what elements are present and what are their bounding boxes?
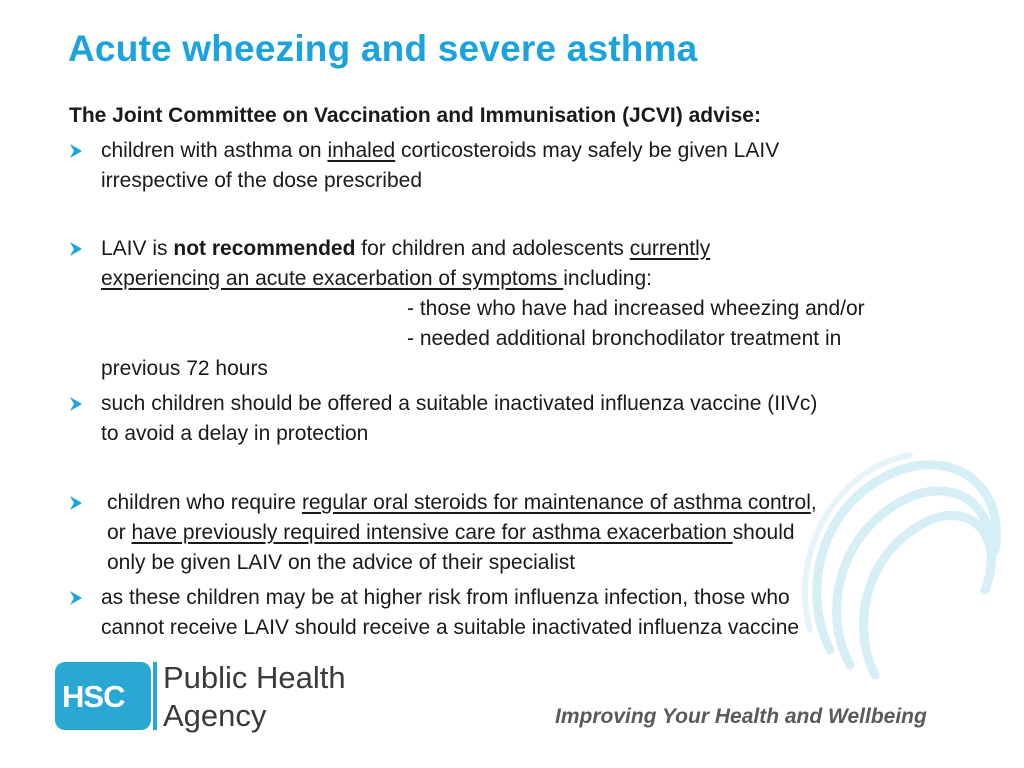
bullet-4-text-c: or: [107, 521, 132, 544]
hsc-logo: [55, 660, 347, 736]
slide-title: Acute wheezing and severe asthma: [68, 28, 698, 69]
bullet-4-line-3: only be given LAIV on the advice of their specialist: [107, 551, 576, 574]
bullet-4-text-d: should: [732, 521, 795, 544]
logo-line-2: Agency: [163, 698, 267, 733]
bullet-4-underlined-2: have previously required intensive care for asthma exacerbation: [131, 521, 733, 544]
bullet-2-line-5: previous 72 hours: [101, 357, 268, 380]
intro-heading: The Joint Committee on Vaccination and Immunisation (JCVI) advise:: [69, 104, 761, 127]
bullet-2-text-c: including:: [563, 267, 652, 290]
bullet-5: [101, 583, 799, 643]
bullet-1-text-b: corticosteroids may safely be given LAIV: [395, 139, 780, 162]
tagline: Improving Your Health and Wellbeing: [555, 705, 927, 728]
bullet-2-bold: not recommended: [173, 237, 356, 260]
logo-divider: [153, 662, 157, 730]
bullet-1-underlined: inhaled: [327, 139, 396, 162]
bullet-5-line-2: cannot receive LAIV should receive a suitable inactivated influenza vaccine: [101, 616, 800, 639]
bullet-1-text-a: children with asthma on: [101, 139, 328, 162]
bullet-3-line-2: to avoid a delay in protection: [101, 422, 369, 445]
bullet-4-text-a: children who require: [107, 491, 302, 514]
bullet-3-line-1: such children should be offered a suitable inactivated influenza vaccine (IIVc): [101, 392, 818, 415]
bullet-2-sub-2: - needed additional bronchodilator treatment in: [407, 327, 842, 350]
bullet-4: [107, 488, 817, 578]
bullet-2-underlined-2: experiencing an acute exacerbation of symptoms: [101, 267, 564, 290]
bullet-3: [101, 389, 817, 449]
bullet-2-sub-1: - those who have had increased wheezing and/or: [407, 297, 865, 320]
bullet-4-underlined-1: regular oral steroids for maintenance of asthma control: [301, 491, 811, 514]
arrowhead-bullet-icon: [70, 583, 84, 613]
swirl-decoration: [790, 440, 1020, 690]
logo-line-1: Public Health: [163, 660, 346, 695]
arrowhead-bullet-icon: [70, 488, 84, 518]
bullet-1-line-2: irrespective of the dose prescribed: [101, 169, 422, 192]
bullet-2: [101, 234, 865, 384]
bullet-4-text-b: ,: [810, 491, 817, 514]
arrowhead-bullet-icon: [70, 136, 84, 166]
bullet-2-underlined-1: currently: [629, 237, 711, 260]
hsc-logo-mark: [55, 662, 151, 730]
bullet-5-line-1: as these children may be at higher risk from influenza infection, those who: [101, 586, 790, 609]
arrowhead-bullet-icon: [70, 234, 84, 264]
bullet-2-text-b: for children and adolescents: [355, 237, 630, 260]
arrowhead-bullet-icon: [70, 389, 84, 419]
bullet-2-text-a: LAIV is: [101, 237, 174, 260]
bullet-1: [101, 136, 779, 196]
hsc-logo-abbr: HSC: [62, 679, 125, 714]
